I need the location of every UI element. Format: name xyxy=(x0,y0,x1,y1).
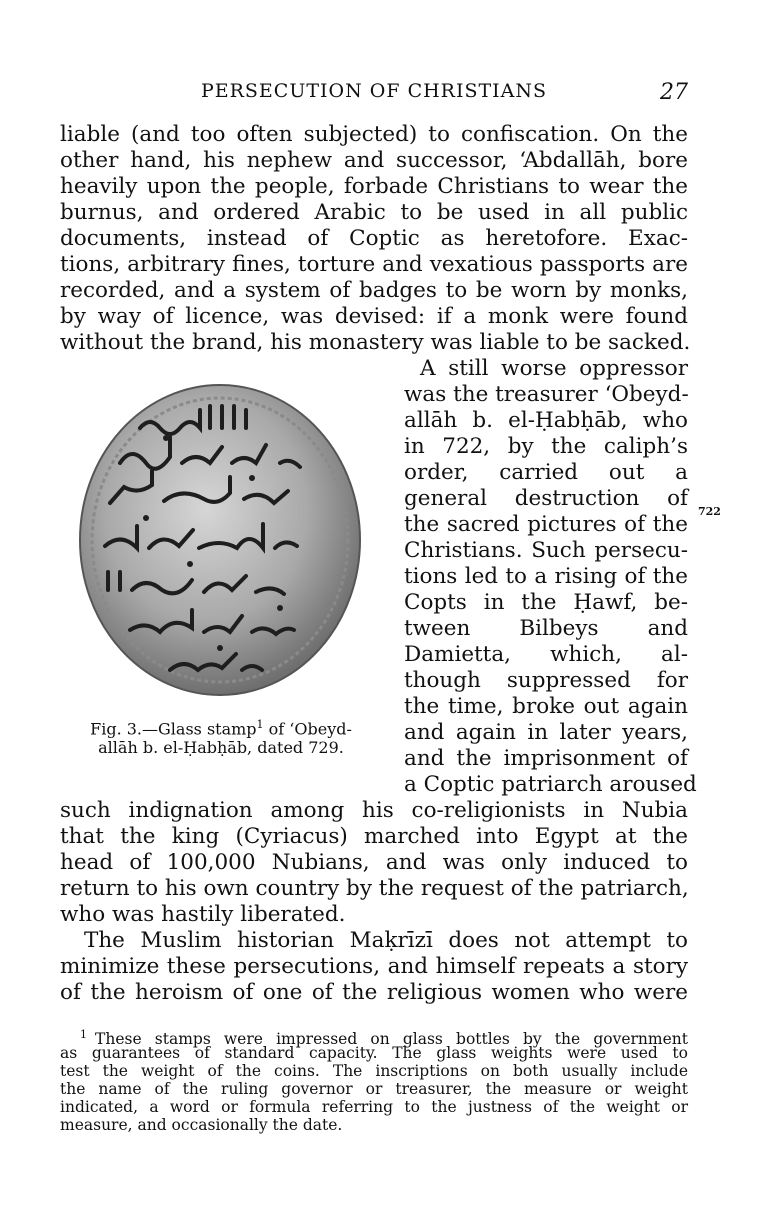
body-line: The Muslim historian Maḳrīzī does not attempt to xyxy=(84,928,688,953)
body-line: A still worse oppressor xyxy=(420,356,688,381)
body-line: in 722, by the caliph’s xyxy=(404,434,688,459)
footnote-line: indicated, a word or formula referring to the justness of the weight or xyxy=(60,1098,688,1116)
caption-text-a: Fig. 3.—Glass stamp xyxy=(90,719,257,739)
body-line: allāh b. el-Ḥabḥāb, who xyxy=(404,408,688,433)
body-line: Copts in the Ḥawf, be- xyxy=(404,590,688,615)
body-line: Damietta, which, al- xyxy=(404,642,688,667)
footnote-line: test the weight of the coins. The inscriptions on both usually include xyxy=(60,1062,688,1080)
body-line: Christians. Such persecu- xyxy=(404,538,688,563)
body-line: was the treasurer ‘Obeyd- xyxy=(404,382,689,407)
footnote-line: measure, and occasionally the date. xyxy=(60,1116,343,1134)
figure-caption-line-2: allāh b. el-Ḥabḥāb, dated 729. xyxy=(98,738,344,757)
body-line: return to his own country by the request of the patriarch, xyxy=(60,876,689,901)
body-line: tions led to a rising of the xyxy=(404,564,688,589)
body-line: though suppressed for xyxy=(404,668,688,693)
body-line: minimize these persecutions, and himself repeats a story xyxy=(60,954,688,979)
figure-caption-line-1 xyxy=(56,718,386,738)
body-line: a Coptic patriarch aroused xyxy=(404,772,697,797)
body-line: order, carried out a xyxy=(404,460,688,485)
body-line: other hand, his nephew and successor, ‘Abdallāh, bore xyxy=(60,148,688,173)
body-line: such indignation among his co-religionists in Nubia xyxy=(60,798,688,823)
body-line: recorded, and a system of badges to be worn by monks, xyxy=(60,278,688,303)
footnote-text: These stamps were impressed on glass bottles by the government xyxy=(95,1030,688,1049)
margin-note: 722 xyxy=(698,505,721,518)
body-line: the sacred pictures of the xyxy=(404,512,688,537)
body-line: and the imprisonment of xyxy=(404,746,688,771)
body-line: tween Bilbeys and xyxy=(404,616,688,641)
body-line: general destruction of xyxy=(404,486,688,511)
footnote-line: the name of the ruling governor or treasurer, the measure or weight xyxy=(60,1080,688,1098)
body-line: head of 100,000 Nubians, and was only induced to xyxy=(60,850,688,875)
body-line: liable (and too often subjected) to confiscation. On the xyxy=(60,122,688,147)
caption-footnote-ref: 1 xyxy=(256,718,264,731)
body-line: who was hastily liberated. xyxy=(60,902,346,927)
body-line: burnus, and ordered Arabic to be used in all public xyxy=(60,200,688,225)
body-line: that the king (Cyriacus) marched into Egypt at the xyxy=(60,824,688,849)
body-line: of the heroism of one of the religious women who were xyxy=(60,980,688,1005)
page-header xyxy=(60,80,688,110)
caption-text-b: of ‘Obeyd- xyxy=(263,719,352,739)
footnote-marker: 1 xyxy=(80,1028,87,1041)
body-line: heavily upon the people, forbade Christians to wear the xyxy=(60,174,688,199)
running-title: PERSECUTION OF CHRISTIANS xyxy=(200,80,548,102)
page-number: 27 xyxy=(660,80,688,105)
glass-stamp-figure xyxy=(70,368,376,708)
body-line: without the brand, his monastery was liable to be sacked. xyxy=(60,330,691,355)
body-line: and again in later years, xyxy=(404,720,688,745)
body-line: documents, instead of Coptic as heretofore. Exac- xyxy=(60,226,688,251)
body-line: tions, arbitrary fines, torture and vexatious passports are xyxy=(60,252,688,277)
body-line: the time, broke out again xyxy=(404,694,688,719)
body-line: by way of licence, was devised: if a monk were found xyxy=(60,304,688,329)
footnote-line: as guarantees of standard capacity. The glass weights were used to xyxy=(60,1044,688,1062)
